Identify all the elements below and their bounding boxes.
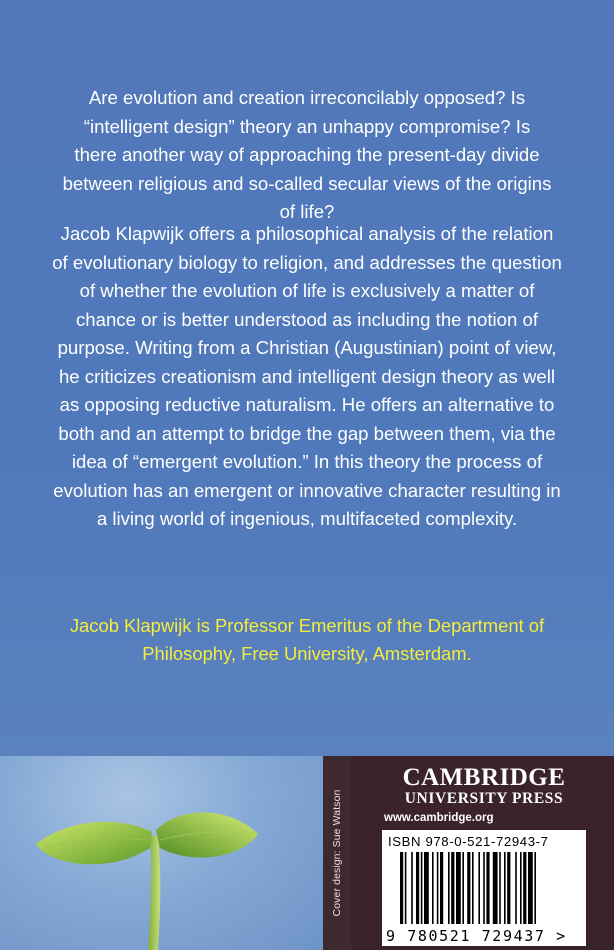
barcode-bar — [437, 852, 439, 924]
barcode-bar — [472, 852, 474, 924]
publisher-panel — [351, 756, 614, 950]
barcode-bar — [411, 852, 413, 924]
barcode-bar — [507, 852, 510, 924]
barcode-bar — [515, 852, 517, 924]
barcode-bar — [405, 852, 407, 924]
barcode-bar — [424, 852, 429, 924]
barcode-panel — [382, 830, 586, 946]
barcode-bar — [528, 852, 533, 924]
blurb-paragraph-2: Jacob Klapwijk offers a philosophical analysis of the relation of evolutionary biology to religion, and addresses the question of whether the evolution of life is exclusively a matter of chance or is better understood as including the notion of purpose. Writing from a Christian (Augustinian) point of view, he criticizes creationism and intelligent design theory as well as opposing reductive naturalism. He offers an alternative to both and an attempt to bridge the gap between them, via the idea of “emergent evolution.” In this theory the process of evolution has an emergent or innovative character resulting in a living world of ingenious, multifaceted complexity. — [52, 223, 562, 529]
barcode-bar — [432, 852, 434, 924]
barcode-icon — [400, 852, 576, 928]
barcode-bar — [534, 852, 536, 924]
barcode-bar — [478, 852, 480, 924]
barcode-bar — [448, 852, 450, 924]
barcode-bar — [440, 852, 443, 924]
barcode-bar — [421, 852, 423, 924]
barcode-bar — [483, 852, 485, 924]
cover-credit: Cover design: Sue Watson — [331, 789, 343, 917]
seedling-icon — [0, 756, 323, 950]
blurb-paragraph-1: Are evolution and creation irreconcilably opposed? Is “intelligent design” theory an unhappy compromise? Is there another way of approaching the present-day divide between religious and so-called secular views of the origins of life? — [62, 87, 552, 222]
publisher-subname: UNIVERSITY PRESS — [404, 790, 564, 807]
barcode-bar — [462, 852, 464, 924]
barcode-bar — [400, 852, 403, 924]
barcode-bar — [523, 852, 526, 924]
publisher-url: www.cambridge.org — [384, 812, 494, 824]
barcode-bar — [456, 852, 461, 924]
publisher-name: CAMBRIDGE — [402, 764, 566, 791]
barcode-bar — [493, 852, 498, 924]
barcode-bar — [451, 852, 454, 924]
barcode-number: 9 780521 729437 > — [386, 927, 567, 945]
barcode-bar — [416, 852, 419, 924]
barcode-bar — [520, 852, 522, 924]
barcode-bar — [499, 852, 501, 924]
author-bio: Jacob Klapwijk is Professor Emeritus of the Department of Philosophy, Free University, Amsterdam. — [69, 615, 545, 664]
seedling-photo — [0, 756, 323, 950]
barcode-bar — [486, 852, 489, 924]
barcode-bar — [504, 852, 506, 924]
barcode-bar — [467, 852, 470, 924]
isbn-label: ISBN 978-0-521-72943-7 — [388, 834, 549, 849]
